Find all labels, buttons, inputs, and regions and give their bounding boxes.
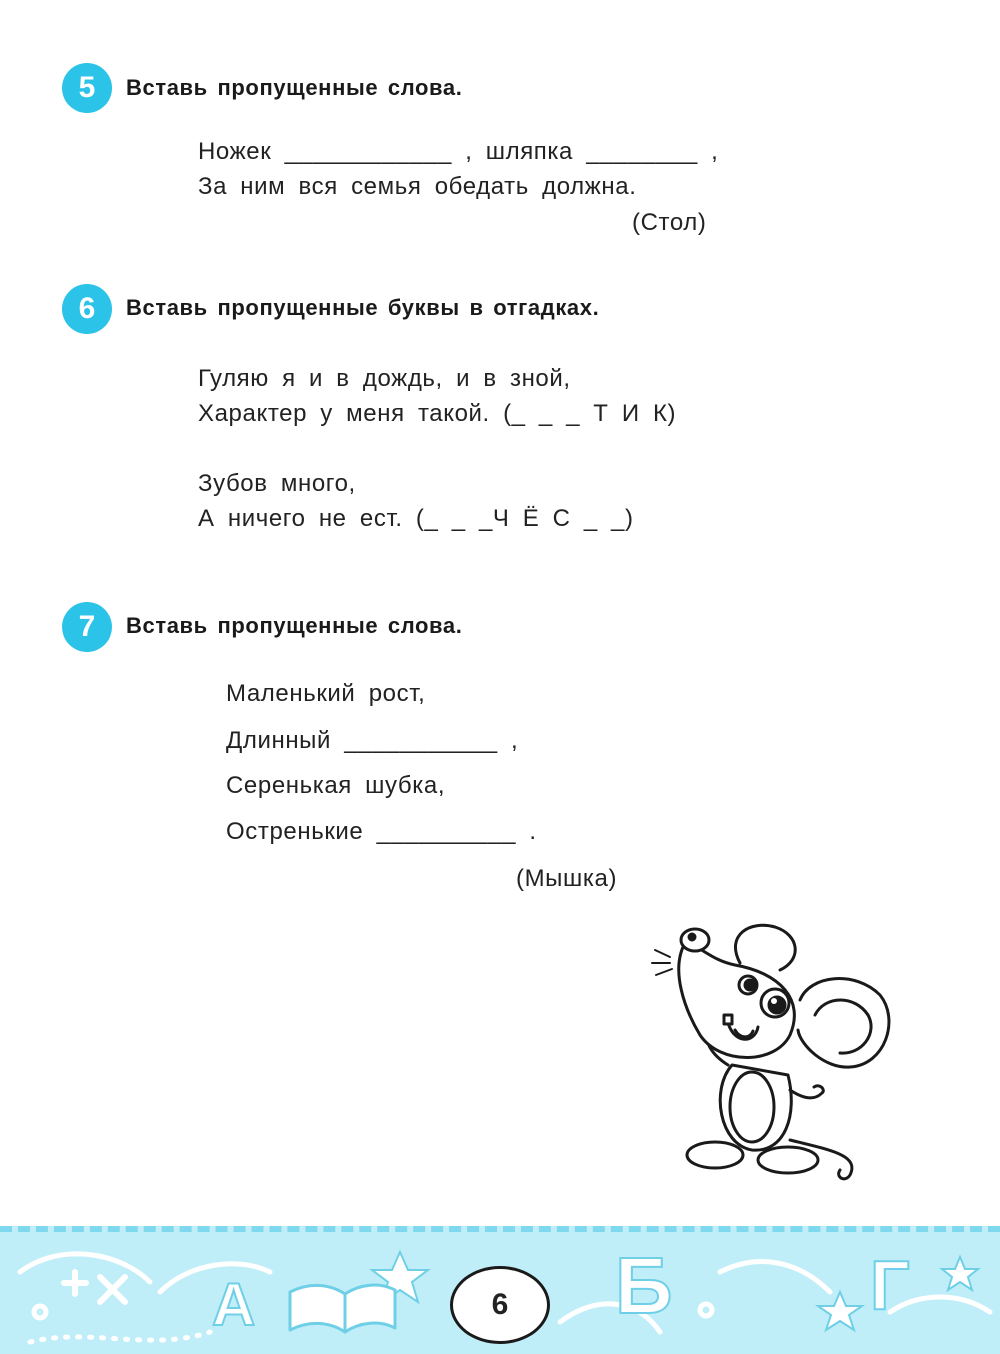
riddle-line: За ним вся семья обедать должна. bbox=[198, 173, 637, 200]
task-title: Вставь пропущенные слова. bbox=[126, 75, 463, 100]
riddle-line: Зубов много, bbox=[198, 470, 356, 497]
task-title: Вставь пропущенные буквы в отгадках. bbox=[126, 295, 600, 320]
riddle-line: Маленький рост, bbox=[226, 680, 426, 707]
riddle-answer: (Стол) bbox=[632, 209, 707, 236]
riddle-line: Ножек ____________ , шляпка ________ , bbox=[198, 138, 719, 165]
task-number-badge: 5 bbox=[62, 63, 112, 113]
riddle-line: Серенькая шубка, bbox=[226, 772, 446, 799]
mouse-icon bbox=[640, 915, 900, 1185]
task-number-badge: 7 bbox=[62, 602, 112, 652]
footer-letter: А bbox=[212, 1271, 256, 1338]
riddle-line: Остренькие __________ . bbox=[226, 818, 537, 845]
task-title: Вставь пропущенные слова. bbox=[126, 613, 463, 638]
riddle-line: Гуляю я и в дождь, и в зной, bbox=[198, 365, 571, 392]
task-number-badge: 6 bbox=[62, 284, 112, 334]
riddle-line: Длинный ___________ , bbox=[226, 727, 519, 754]
riddle-line: Характер у меня такой. (_ _ _ Т И К) bbox=[198, 400, 677, 427]
riddle-line: А ничего не ест. (_ _ _Ч Ё С _ _) bbox=[198, 505, 634, 532]
page-number: 6 bbox=[450, 1266, 550, 1344]
footer-letter: Г bbox=[870, 1246, 910, 1324]
footer-letter: Б bbox=[615, 1241, 673, 1330]
riddle-answer: (Мышка) bbox=[516, 865, 618, 892]
